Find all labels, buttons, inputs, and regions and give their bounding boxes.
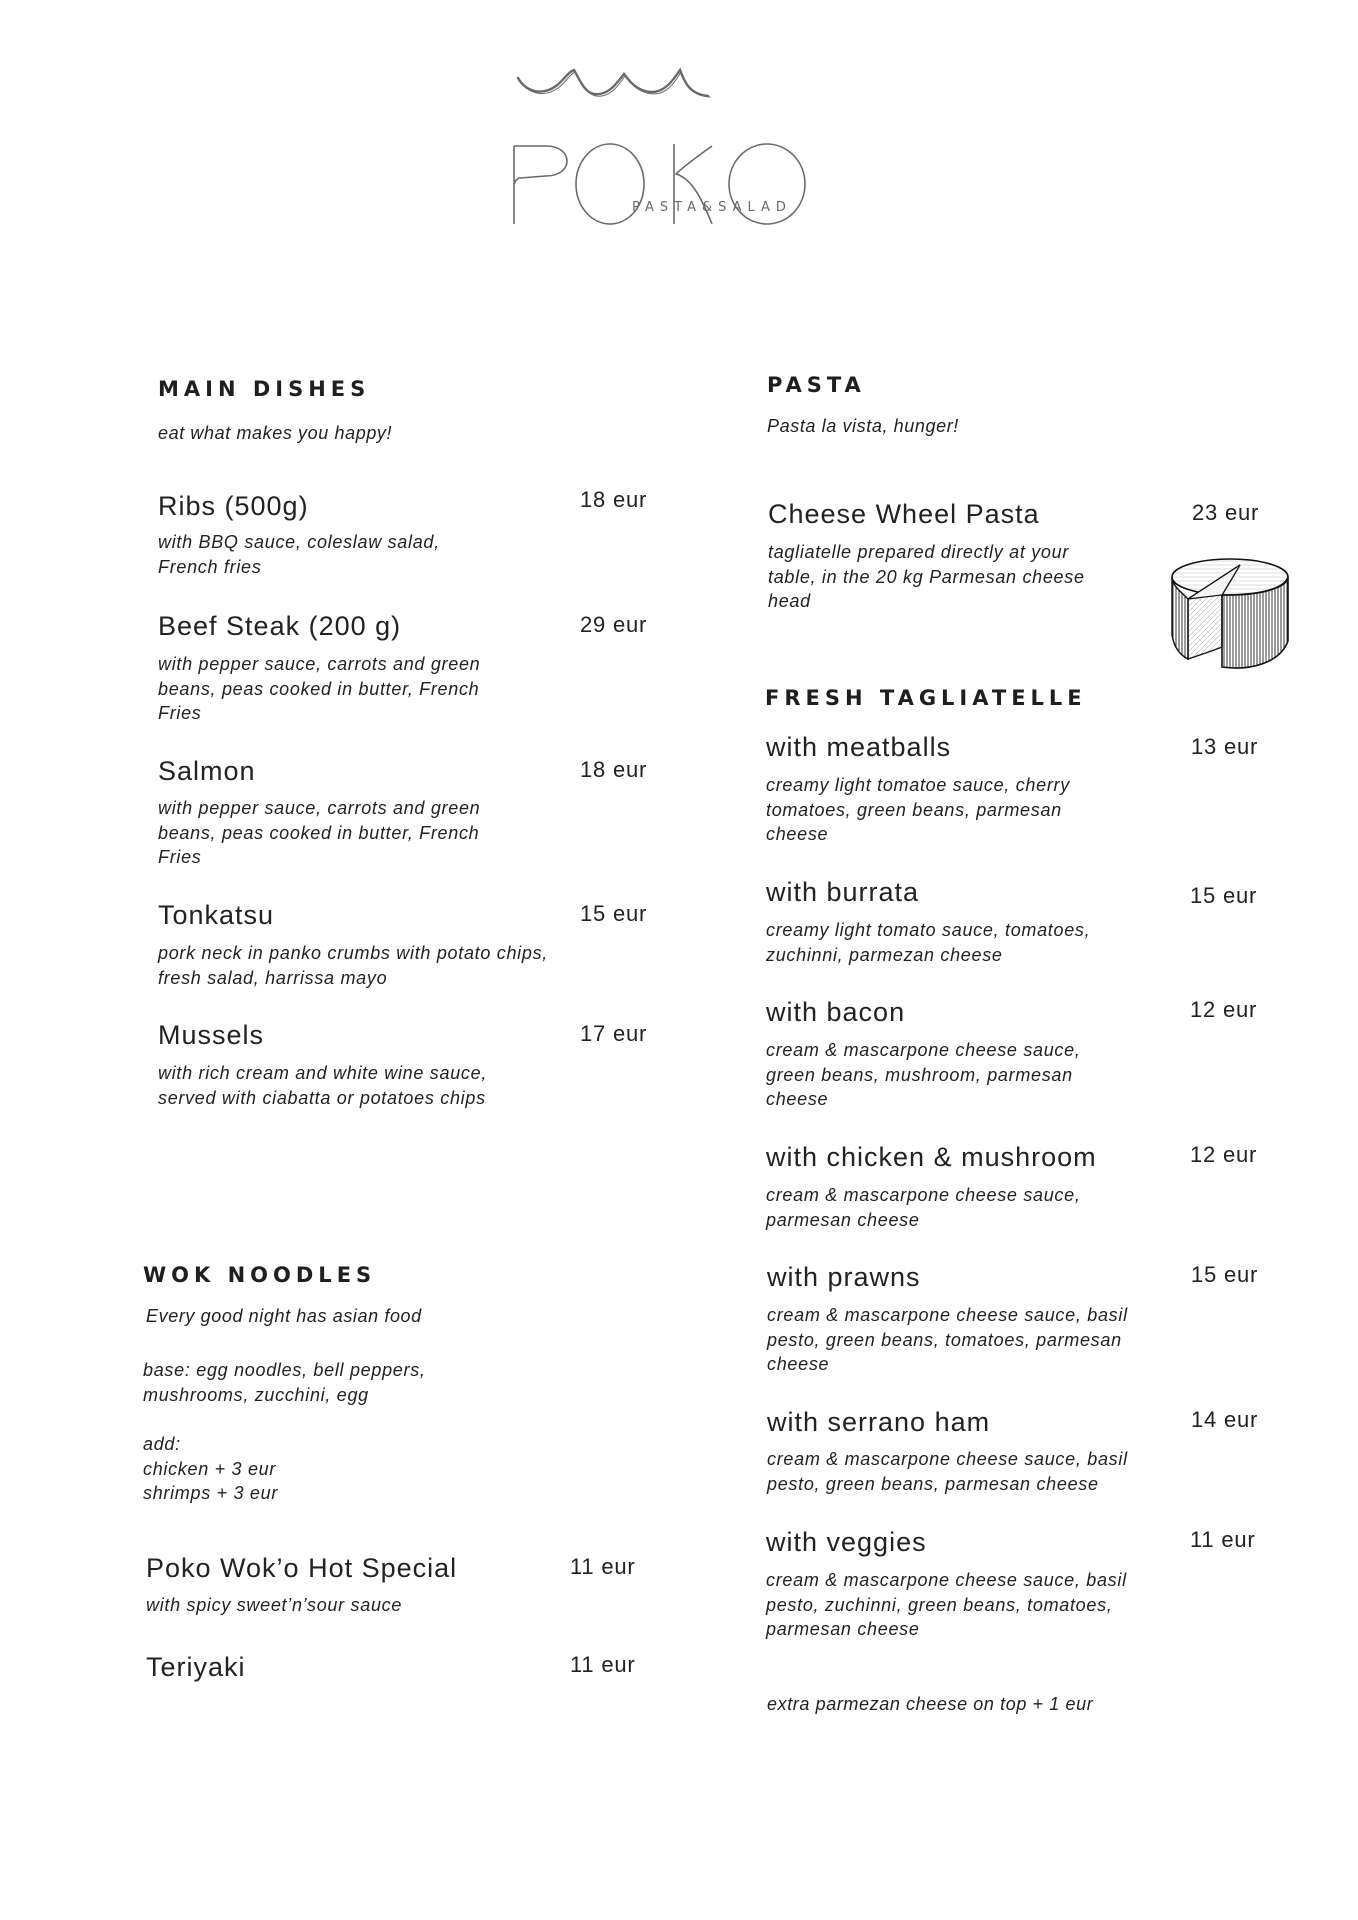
wok-noodles-tagline: Every good night has asian food bbox=[146, 1306, 422, 1326]
dish-price: 29 eur bbox=[580, 612, 648, 637]
wok-add-ons: add: chicken + 3 eur shrimps + 3 eur bbox=[143, 1434, 279, 1504]
dish-price: 23 eur bbox=[1192, 500, 1260, 525]
section-title-main-dishes: MAIN DISHES bbox=[158, 377, 371, 401]
dish-price: 15 eur bbox=[1190, 883, 1258, 908]
dish-price: 18 eur bbox=[580, 487, 648, 512]
dish-name: Beef Steak (200 g) bbox=[158, 611, 402, 641]
dish-description: with rich cream and white wine sauce, served with ciabatta or potatoes chips bbox=[158, 1063, 488, 1108]
dish-description: creamy light tomato sauce, tomatoes, zuchinni, parmezan cheese bbox=[766, 920, 1091, 965]
dish-description: with BBQ sauce, coleslaw salad, French fries bbox=[158, 532, 440, 577]
dish-name: Teriyaki bbox=[146, 1652, 246, 1682]
dish-price: 13 eur bbox=[1191, 734, 1259, 759]
dish-name: with meatballs bbox=[766, 732, 952, 762]
dish-price: 12 eur bbox=[1190, 997, 1258, 1022]
dish-description: cream & mascarpone cheese sauce, parmesan cheese bbox=[766, 1185, 1081, 1230]
dish-price: 12 eur bbox=[1190, 1142, 1258, 1167]
dish-name: Ribs (500g) bbox=[158, 491, 309, 521]
dish-description: with pepper sauce, carrots and green beans, peas cooked in butter, French Fries bbox=[158, 654, 481, 724]
dish-name: with prawns bbox=[767, 1262, 921, 1292]
dish-price: 11 eur bbox=[1190, 1527, 1256, 1552]
main-dishes-tagline: eat what makes you happy! bbox=[158, 423, 393, 443]
pasta-tagline: Pasta la vista, hunger! bbox=[767, 416, 959, 436]
dish-price: 15 eur bbox=[1191, 1262, 1259, 1287]
dish-description: cream & mascarpone cheese sauce, basil pesto, green beans, parmesan cheese bbox=[767, 1449, 1128, 1494]
dish-price: 14 eur bbox=[1191, 1407, 1259, 1432]
dish-description: pork neck in panko crumbs with potato chips, fresh salad, harrissa mayo bbox=[158, 943, 548, 988]
dish-name: Salmon bbox=[158, 756, 256, 786]
dish-name: Cheese Wheel Pasta bbox=[768, 499, 1040, 529]
dish-name: Mussels bbox=[158, 1020, 265, 1050]
dish-name: with chicken & mushroom bbox=[766, 1142, 1097, 1172]
dish-name: with veggies bbox=[766, 1527, 927, 1557]
wok-base-ingredients: base: egg noodles, bell peppers, mushrooms, zucchini, egg bbox=[143, 1360, 426, 1405]
dish-price: 15 eur bbox=[580, 901, 648, 926]
dish-price: 11 eur bbox=[570, 1652, 636, 1677]
dish-description: cream & mascarpone cheese sauce, green beans, mushroom, parmesan cheese bbox=[766, 1040, 1081, 1110]
dish-description: creamy light tomatoe sauce, cherry tomatoes, green beans, parmesan cheese bbox=[766, 775, 1070, 845]
section-title-fresh-tagliatelle: FRESH TAGLIATELLE bbox=[765, 686, 1087, 710]
dish-description: cream & mascarpone cheese sauce, basil pesto, zuchinni, green beans, tomatoes, parmesan cheese bbox=[766, 1570, 1127, 1640]
dish-description: tagliatelle prepared directly at your table, in the 20 kg Parmesan cheese head bbox=[768, 542, 1085, 612]
dish-price: 18 eur bbox=[580, 757, 648, 782]
dish-name: Poko Wok’o Hot Special bbox=[146, 1553, 458, 1583]
dish-description: with pepper sauce, carrots and green beans, peas cooked in butter, French Fries bbox=[158, 798, 481, 868]
section-title-pasta: PASTA bbox=[767, 373, 866, 397]
dish-price: 11 eur bbox=[570, 1554, 636, 1579]
extra-cheese-note: extra parmezan cheese on top + 1 eur bbox=[767, 1694, 1094, 1714]
dish-description: cream & mascarpone cheese sauce, basil pesto, green beans, tomatoes, parmesan cheese bbox=[767, 1305, 1128, 1375]
poko-logo bbox=[512, 66, 832, 226]
dish-name: Tonkatsu bbox=[158, 900, 275, 930]
dish-name: with bacon bbox=[766, 997, 906, 1027]
dish-name: with serrano ham bbox=[767, 1407, 991, 1437]
dish-price: 17 eur bbox=[580, 1021, 648, 1046]
logo-subtitle: PASTA&SALAD bbox=[632, 200, 792, 215]
dish-name: with burrata bbox=[766, 877, 920, 907]
cheese-wheel-icon bbox=[1160, 555, 1298, 673]
section-title-wok-noodles: WOK NOODLES bbox=[143, 1263, 377, 1287]
dish-description: with spicy sweet’n’sour sauce bbox=[146, 1595, 403, 1615]
